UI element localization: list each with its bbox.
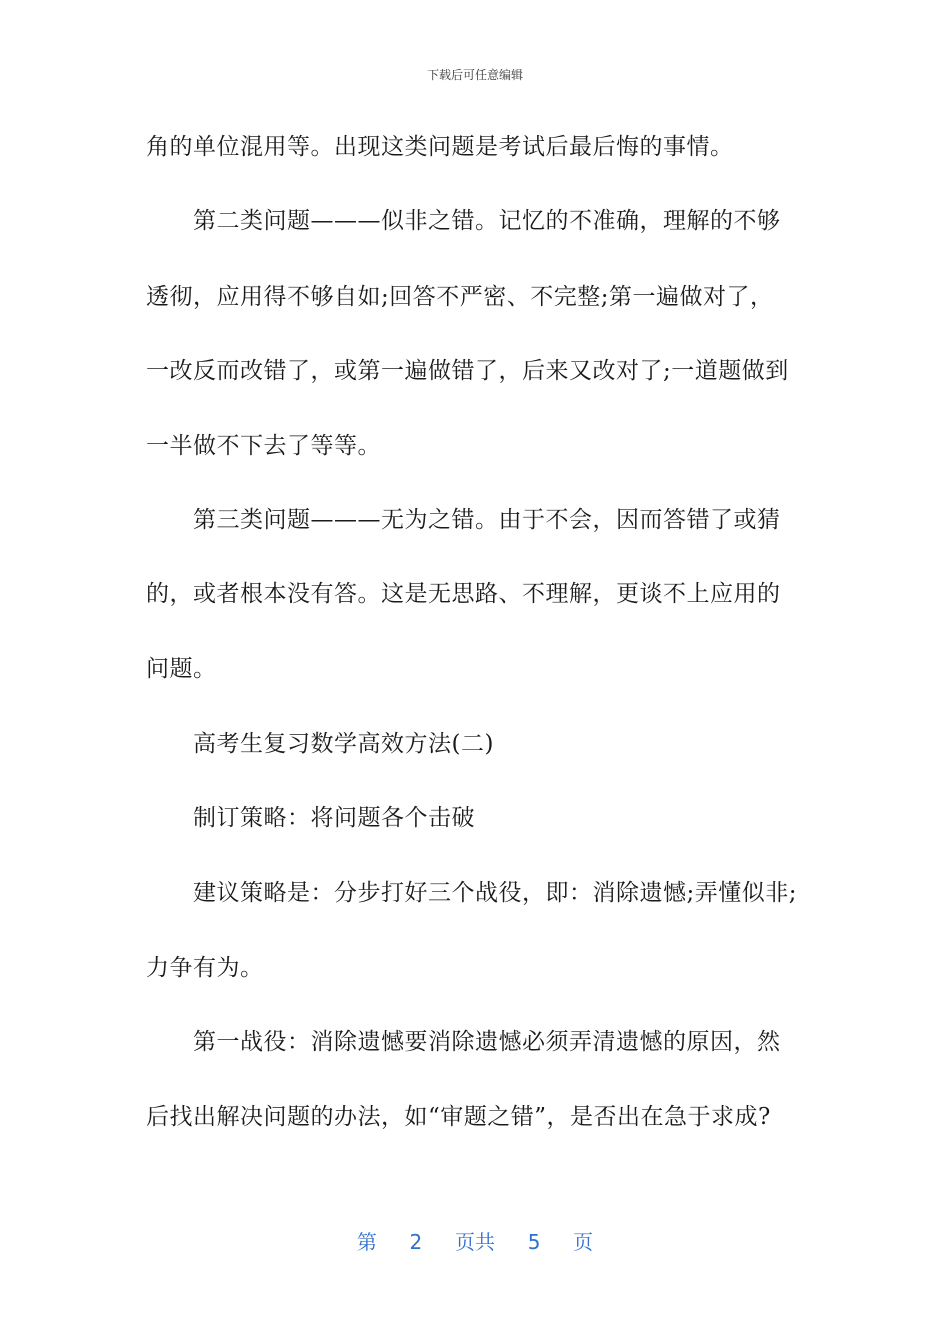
text-line: 建议策略是：分步打好三个战役，即：消除遗憾;弄懂似非; <box>193 880 797 906</box>
text-line: 制订策略：将问题各个击破 <box>193 805 475 831</box>
text-line: 的，或者根本没有答。这是无思路、不理解，更谈不上应用的 <box>146 581 781 607</box>
footer-middle: 页共 <box>455 1230 495 1254</box>
section-heading: 高考生复习数学高效方法(二) <box>193 731 494 757</box>
text-line: 问题。 <box>146 656 217 682</box>
footer-suffix: 页 <box>573 1230 594 1254</box>
page-footer <box>0 1226 950 1255</box>
text-line: 力争有为。 <box>146 955 264 981</box>
text-line: 透彻，应用得不够自如;回答不严密、不完整;第一遍做对了， <box>146 284 774 310</box>
text-line: 一半做不下去了等等。 <box>146 433 381 459</box>
text-line: 后找出解决问题的办法，如“审题之错”，是否出在急于求成? <box>146 1104 771 1130</box>
text-line: 第三类问题———无为之错。由于不会，因而答错了或猜 <box>193 507 781 533</box>
footer-total-pages: 5 <box>527 1230 541 1254</box>
page-header: 下载后可任意编辑 <box>426 68 523 82</box>
footer-prefix: 第 <box>356 1230 377 1254</box>
text-line: 角的单位混用等。出现这类问题是考试后最后悔的事情。 <box>146 134 734 160</box>
text-line: 第二类问题———似非之错。记忆的不准确，理解的不够 <box>193 208 781 234</box>
footer-page-number: 2 <box>409 1230 423 1254</box>
text-line: 第一战役：消除遗憾要消除遗憾必须弄清遗憾的原因，然 <box>193 1029 781 1055</box>
text-line: 一改反而改错了，或第一遍做错了，后来又改对了;一道题做到 <box>146 358 789 384</box>
